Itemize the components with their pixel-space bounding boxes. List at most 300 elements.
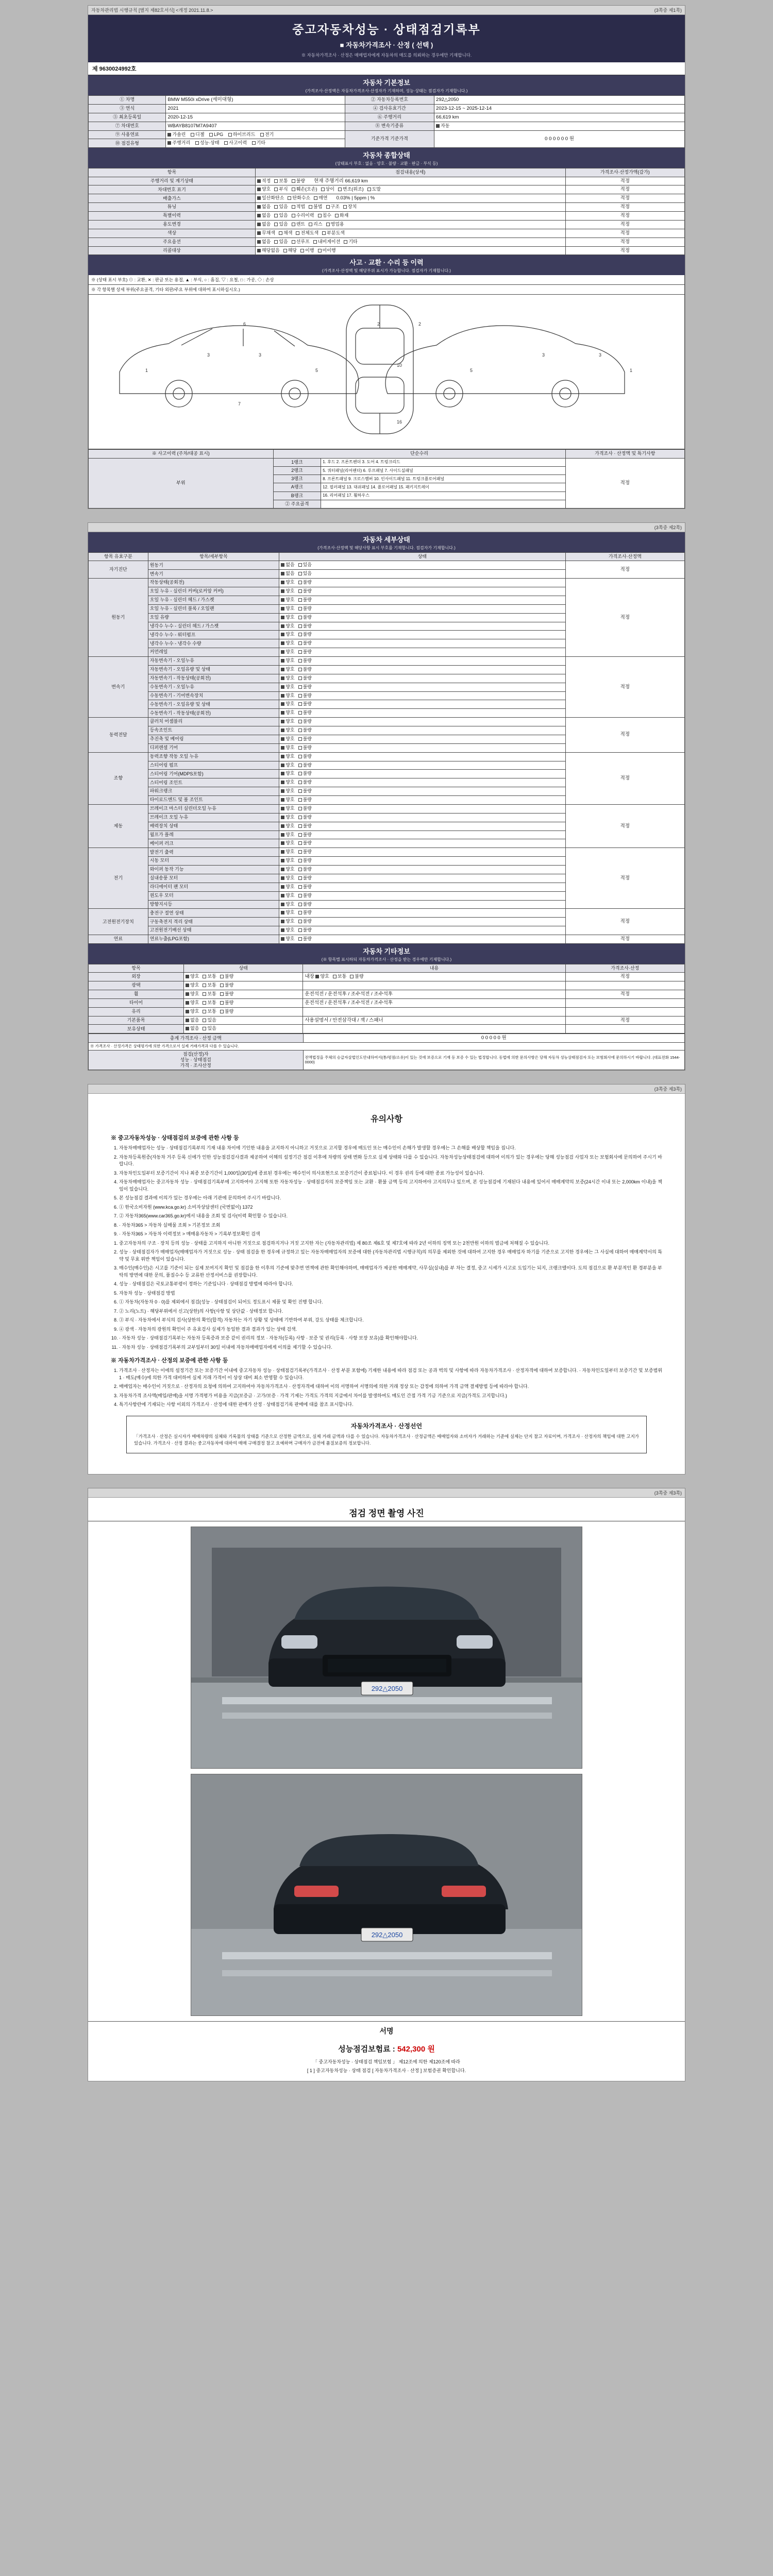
item-price: 적정 [565,177,684,185]
checkbox-d0-1-1[interactable]: 있음 [298,571,312,577]
checkbox-o6-1[interactable]: 있음 [203,1026,216,1031]
page-subtitle: ■ 자동차가격조사 · 산정 ( 선택 ) [340,41,433,49]
row-value: 66,619 km [434,113,685,122]
checkbox-d8-0-1[interactable]: 불량 [298,936,312,942]
checkbox-d4-5-1[interactable]: 불량 [298,797,312,803]
checkbox-total3-5[interactable]: 장치 [343,204,357,210]
item-label: 자동변속기 - 오일누유 [148,657,279,666]
checkbox-d0-0-0[interactable]: 없음 [281,562,294,568]
document-title-block [88,15,685,62]
table-header-row [89,553,685,561]
item-label: 오일 누유 - 실린더 헤드 / 가스켓 [148,596,279,604]
checkbox-d1-4-0[interactable]: 양호 [281,615,294,620]
checkbox-d1-1-0[interactable]: 양호 [281,588,294,594]
checkbox-d2-1-0[interactable]: 양호 [281,667,294,672]
checkbox-d1-2-1[interactable]: 불량 [298,597,312,603]
checkbox-inspect-3[interactable]: 기타 [252,140,265,146]
checkbox-total3-4[interactable]: 구조 [326,204,340,210]
checkbox-d2-4-1[interactable]: 불량 [298,693,312,699]
sign-block-text: 전액법정을 주체의 승급자살법인도안내하여서(통/평점/소유)이 있는 것에 보증으로 기재 등 보증 수 있는 법정합니다. 동법에 의한 문의사항은 당해 자동차 성능상태점검자 또는 보험회사에 문의하시기 바랍니다. (대표전화 1544-0000) [303,1050,684,1070]
svg-text:3: 3 [599,352,602,358]
item-label: 스티어링 기어(MDPS포함) [148,770,279,778]
section-detail-state [88,532,685,552]
table-header-row [89,964,685,972]
item-status [279,683,565,691]
checkbox-total5-1[interactable]: 있음 [274,222,288,227]
fuel-cell [166,130,345,139]
checkbox-d6-1-0[interactable]: 양호 [281,858,294,863]
checkbox-o6-0[interactable]: 없음 [186,1026,199,1031]
checkbox-d5-0-1[interactable]: 불량 [298,806,312,811]
item-status [279,900,565,909]
checkbox-fuel-diesel[interactable]: 디젤 [191,132,204,138]
insurance-fee-value: 542,300 원 [397,2045,435,2054]
item-status [279,631,565,639]
checkbox-d0-1-0[interactable]: 없음 [281,571,294,577]
notice-item: 2. 자동차등록원증(자동차 거주 등록 신에가 인한 성능점검검사결과 제공하여 이해의 설정기간 점검 이후에 차량의 상태 변화 등으로 실제 상태와 다를 수 있습니다. 자동차성능상태점검에 대하여 이의가 있는 경우에는 당해 성능점검 사업자 또는 보험회사에 문의하여 주시기 바랍니다. [119,1154,662,1168]
item-price: 적정 [565,561,684,579]
checkbox-d6-1-1[interactable]: 불량 [298,858,312,863]
checkbox-d3-0-1[interactable]: 불량 [298,719,312,724]
checkbox-o5-1[interactable]: 있음 [203,1018,216,1023]
item-label: 파워크랭크 [148,787,279,796]
checkbox-total8-1[interactable]: 해당 [283,248,297,253]
checkbox-d6-2-0[interactable]: 양호 [281,867,294,872]
item-label: 월프가 플레 [148,831,279,839]
checkbox-d6-4-1[interactable]: 불량 [298,884,312,890]
item-status [184,1007,303,1016]
item-status [279,743,565,752]
item-status [279,787,565,796]
checkbox-total1-2[interactable]: 훼손(오손) [292,187,317,192]
item-status [184,973,303,981]
checkbox-d5-2-0[interactable]: 양호 [281,823,294,829]
checkbox-d5-2-1[interactable]: 불량 [298,823,312,829]
checkbox-d2-1-1[interactable]: 불량 [298,667,312,672]
checkbox-fuel-lpg[interactable]: LPG [209,132,223,138]
checkbox-d6-6-0[interactable]: 양호 [281,902,294,907]
form-header-bar [88,6,685,15]
group-label: 제동 [89,804,148,848]
notice-item: 1. 중고자동차의 구조 · 장치 등의 성능 · 상태를 고지하지 아니한 거짓으로 점검하지거나 거짓 고지한 자는 (자동차관리법) 제 80조 제6호 및 제7호에 따라 2년 이하의 징역 또는 2천만원 이하의 벌금에 처해질 수 있습니다. [119,1240,662,1247]
page-number-4: (3쪽중 제3쪽) [654,1490,682,1496]
section-detail-note: (가격조사·산정액 및 해당사항 표시 부호를 기재합니다. 점검자가 기재합니다.) [317,546,456,551]
checkbox-d7-1-1[interactable]: 불량 [298,919,312,924]
checkbox-d1-3-0[interactable]: 양호 [281,606,294,612]
checkbox-total1-1[interactable]: 부식 [274,187,288,192]
notice-item: 1. 자동차매매업자는 성능 · 상태점검기록부의 기재 내용 차이에 기인한 내용을 교지하지 아니하고 거짓으로 고지할 경우에 매도인 또는 매수인이 손해가 발생할 경우에는 그 손해를 배상할 책임을 집니다. [119,1145,662,1152]
checkbox-total0-1[interactable]: 보통 [274,178,288,184]
checkbox-oc0-1[interactable]: 보통 [333,974,346,979]
notice-item: 7. ② 자동차365(www.car365.go.kr)에서 내용을 조회 및 검사(이력 확인할 수 있습니다. [119,1213,662,1220]
checkbox-d4-4-1[interactable]: 불량 [298,788,312,794]
checkbox-inspect-1[interactable]: 성능·상태 [195,140,220,146]
item-label: 리콜대상 [89,246,256,255]
table-row [89,579,685,587]
checkbox-d6-3-0[interactable]: 양호 [281,875,294,881]
checkbox-total3-1[interactable]: 있음 [274,204,288,210]
table-row [89,804,685,813]
vehicle-diagram-svg [89,295,685,448]
item-status [279,700,565,709]
row-value: 292△2050 [434,96,685,105]
checkbox-d1-6-0[interactable]: 양호 [281,632,294,637]
checkbox-total3-3[interactable]: 불법 [309,204,322,210]
checkbox-d1-3-1[interactable]: 불량 [298,606,312,612]
checkbox-o3-0[interactable]: 양호 [186,1000,199,1006]
checkbox-d1-5-0[interactable]: 양호 [281,623,294,629]
page-title-note: ※ 자동차가격조사 · 산정은 매매업자에게 자동차의 매도를 의뢰하는 경우에만 기재합니다. [301,53,472,58]
total-price-table [88,1033,685,1070]
notice-item: 4. 특기사항란에 기재되는 사항 이외의 가격조사 · 산정에 대한 판매가 산정 · 상태점검기록 판매에 대를 참조 표시합니다. [119,1401,662,1409]
checkbox-d4-0-0[interactable]: 양호 [281,754,294,759]
table-row [89,935,685,944]
item-label: 동력조향 작동 오일 누유 [148,752,279,761]
checkbox-total5-3[interactable]: 리스 [309,222,322,227]
item-label: 냉각수 누수 - 냉각수 수량 [148,639,279,648]
item-status [279,874,565,883]
checkbox-total6-2[interactable]: 전체도색 [296,230,318,236]
checkbox-d1-6-1[interactable]: 불량 [298,632,312,637]
total-price-value: 0 0 0 0 0 원 [303,1034,684,1043]
checkbox-total7-0[interactable]: 없음 [257,239,271,245]
rank-label: 2랭크 [273,466,321,474]
svg-text:3: 3 [542,352,545,358]
notice-body [88,1094,685,1474]
checkbox-d0-0-1[interactable]: 있음 [298,562,312,568]
checkbox-o2-1[interactable]: 보통 [203,991,216,997]
checkbox-d6-4-0[interactable]: 양호 [281,884,294,890]
checkbox-d4-5-0[interactable]: 양호 [281,797,294,803]
item-label: 튜닝 [89,203,256,212]
checkbox-o4-2[interactable]: 불량 [220,1009,233,1014]
checkbox-d2-6-0[interactable]: 양호 [281,710,294,716]
checkbox-total4-1[interactable]: 있음 [274,213,288,218]
checkbox-total1-5[interactable]: 도말 [367,187,381,192]
checkbox-total8-2[interactable]: 이행 [300,248,314,253]
checkbox-total3-2[interactable]: 적법 [292,204,305,210]
checkbox-o4-0[interactable]: 양호 [186,1009,199,1014]
checkbox-d1-5-1[interactable]: 불량 [298,623,312,629]
checkbox-total5-2[interactable]: 렌트 [292,222,305,227]
section-total-state [88,148,685,168]
checkbox-total4-4[interactable]: 화재 [335,213,348,218]
item-label: 브레이크 마스터 실린더오일 누유 [148,804,279,813]
group-label: 고전원전기장치 [89,909,148,935]
item-content: 운전석전 / 운전석후 / 조수석전 / 조수석후 [303,998,565,1007]
checkbox-d5-3-0[interactable]: 양호 [281,832,294,838]
item-status [279,579,565,587]
checkbox-total6-1[interactable]: 채색 [279,230,292,236]
checkbox-d4-2-0[interactable]: 양호 [281,771,294,776]
checkbox-fuel-hybrid[interactable]: 하이브리드 [228,132,255,138]
checkbox-auto[interactable]: 자동 [436,123,449,129]
checkbox-total1-0[interactable]: 양호 [257,187,271,192]
form-header-bar-2 [88,523,685,532]
checkbox-d4-1-1[interactable]: 불량 [298,762,312,768]
item-price: 적정 [565,909,684,935]
svg-text:16: 16 [397,419,402,425]
checkbox-d8-0-0[interactable]: 양호 [281,936,294,942]
notice-item: 9. ④ 광색 · 자동차의 광원의 확인이 주 유효검사 실제가 동일한 결과 결과가 있는 상태 검색. [119,1326,662,1333]
checkbox-o1-2[interactable]: 불량 [220,982,233,988]
checkbox-o4-1[interactable]: 보통 [203,1009,216,1014]
notice-section-1-list [119,1145,662,1238]
checkbox-total7-3[interactable]: 내비게이션 [313,239,340,245]
item-label: 용도변경 [89,220,256,229]
checkbox-total4-3[interactable]: 침수 [318,213,331,218]
section-detail-title: 자동차 세부상태 [363,536,410,544]
item-price: 적정 [565,238,684,246]
checkbox-d5-1-1[interactable]: 불량 [298,815,312,820]
checkbox-d4-0-1[interactable]: 불량 [298,754,312,759]
checkbox-d2-5-0[interactable]: 양호 [281,701,294,707]
checkbox-o1-1[interactable]: 보통 [203,982,216,988]
checkbox-o0-2[interactable]: 불량 [220,974,233,979]
col-head-price: 가격조사·산정가액(감가) [565,168,684,177]
checkbox-total5-0[interactable]: 없음 [257,222,271,227]
checkbox-d3-0-0[interactable]: 양호 [281,719,294,724]
item-label: 발전기 출력 [148,848,279,857]
row-label: ① 차명 [89,96,166,105]
item-label: 시동 모터 [148,857,279,866]
item-label: 타이어 [89,998,184,1007]
checkbox-fuel-gasoline[interactable]: 가솔린 [167,132,186,138]
item-label: 충전구 절연 상태 [148,909,279,918]
item-status [279,726,565,735]
checkbox-total4-2[interactable]: 수리이력 [292,213,314,218]
checkbox-d5-4-1[interactable]: 불량 [298,840,312,846]
footer-note-2: [ 1 ] 중고자동차성능 · 상태 점검 [ 자동차가격조사 · 산정 ] 보험증권 확인합니다. [307,2068,466,2074]
checkbox-d1-0-0[interactable]: 양호 [281,580,294,585]
checkbox-d4-1-0[interactable]: 양호 [281,762,294,768]
section-other-info [88,944,685,964]
checkbox-d3-1-0[interactable]: 양호 [281,727,294,733]
checkbox-d7-2-1[interactable]: 불량 [298,927,312,933]
checkbox-d5-3-1[interactable]: 불량 [298,832,312,838]
checkbox-d2-6-1[interactable]: 불량 [298,710,312,716]
checkbox-o3-1[interactable]: 보통 [203,1000,216,1006]
notice-item: 11. · 자동차 성능 · 상태점검기록부의 교부일부터 30일 이내에 자동차매매업자에게 이의를 제기할 수 있습니다. [119,1344,662,1351]
accident-legend-1: ※ (상태 표시 부호) ⊙ : 교환, ✕ : 판금 또는 용접, ▲ : 부식, ○ : 흠집, ▽ : 요철, □ : 가공, ◇ : 손상 [88,275,685,285]
item-label: 유리 [89,1007,184,1016]
item-label: 색상 [89,229,256,238]
item-label: 구동축전지 격리 상태 [148,918,279,926]
checkbox-total0-0[interactable]: 적정 [257,178,271,184]
item-status [184,1025,303,1033]
checkbox-d3-1-1[interactable]: 불량 [298,727,312,733]
checkbox-d3-3-1[interactable]: 불량 [298,745,312,751]
checkbox-d6-0-0[interactable]: 양호 [281,849,294,855]
checkbox-d2-4-0[interactable]: 양호 [281,693,294,699]
checkbox-d6-0-1[interactable]: 불량 [298,849,312,855]
checkbox-d3-3-0[interactable]: 양호 [281,745,294,751]
checkbox-d4-3-0[interactable]: 양호 [281,779,294,785]
notice-section-3-title: ※ 자동차가격조사 · 산정의 보증에 관한 사항 등 [111,1358,228,1364]
checkbox-total2-0[interactable]: 일산화탄소 [257,195,284,201]
checkbox-d4-3-1[interactable]: 불량 [298,779,312,785]
checkbox-d7-0-1[interactable]: 불량 [298,910,312,916]
checkbox-d1-4-1[interactable]: 불량 [298,615,312,620]
checkbox-total6-3[interactable]: 부분도색 [322,230,345,236]
checkbox-d3-2-0[interactable]: 양호 [281,736,294,742]
item-price: 적정 [565,203,684,212]
checkbox-o1-0[interactable]: 양호 [186,982,199,988]
page-1 [88,5,685,509]
checkbox-d1-2-0[interactable]: 양호 [281,597,294,603]
item-status [279,709,565,718]
checkbox-d1-0-1[interactable]: 불량 [298,580,312,585]
checkbox-d2-3-0[interactable]: 양호 [281,684,294,690]
item-label: 특별이력 [89,212,256,221]
item-label: 배출가스 [89,194,256,203]
table-row [89,104,685,113]
row-label: ④ 검사유효기간 [345,104,434,113]
checkbox-d6-6-1[interactable]: 불량 [298,902,312,907]
row-label: ⑧ 변속기종류 [345,122,434,130]
item-price: 적정 [565,1016,684,1025]
checkbox-d2-0-0[interactable]: 양호 [281,658,294,664]
checkbox-total8-3[interactable]: 미이행 [318,248,336,253]
checkbox-d4-4-0[interactable]: 양호 [281,788,294,794]
document-id: 제 9630024992호 [88,62,685,75]
checkbox-o2-0[interactable]: 양호 [186,991,199,997]
item-label: 스티어링 조인트 [148,778,279,787]
checkbox-d5-0-0[interactable]: 양호 [281,806,294,811]
plate-front-text: 292△2050 [371,1685,403,1693]
checkbox-fuel-electric[interactable]: 전기 [260,132,274,138]
item-status [279,622,565,631]
row-label: ⑤ 최초등록일 [89,113,166,122]
checkbox-d1-7-1[interactable]: 불량 [298,640,312,646]
checkbox-total7-1[interactable]: 있음 [274,239,288,245]
checkbox-inspect-2[interactable]: 사고이력 [224,140,247,146]
checkbox-d6-5-0[interactable]: 양호 [281,893,294,899]
checkbox-o5-0[interactable]: 없음 [186,1018,199,1023]
rank-parts: 1. 후드 2. 프론트펜더 3. 도어 4. 트렁크리드 [321,458,565,466]
accident-right-label: 가격조사 · 산정액 및 특기사항 [565,450,684,458]
table-row [89,1007,685,1016]
checkbox-d2-0-1[interactable]: 불량 [298,658,312,664]
table-row [89,909,685,918]
item-price: 적정 [565,718,684,753]
parts-col-head: 부위 [89,458,274,509]
checkbox-d2-2-1[interactable]: 불량 [298,675,312,681]
checkbox-oc0-2[interactable]: 불량 [350,974,363,979]
item-status [279,570,565,579]
checkbox-d5-4-0[interactable]: 양호 [281,840,294,846]
row-label: ⑩ 점검유형 [89,139,166,148]
item-status [279,891,565,900]
item-status [184,990,303,998]
checkbox-d7-2-0[interactable]: 양호 [281,927,294,933]
vehicle-diagram [88,295,685,449]
item-price: 적정 [565,990,684,998]
checkbox-d2-2-0[interactable]: 양호 [281,675,294,681]
checkbox-d5-1-0[interactable]: 양호 [281,815,294,820]
checkbox-d1-8-1[interactable]: 불량 [298,649,312,655]
item-label: 윈도우 모터 [148,891,279,900]
checkbox-total1-4[interactable]: 변조(위조) [338,187,364,192]
checkbox-d1-1-1[interactable]: 불량 [298,588,312,594]
checkbox-total1-3[interactable]: 상이 [321,187,334,192]
checkbox-total7-4[interactable]: 기타 [344,239,357,245]
item-label: 와이퍼 동작 기능 [148,866,279,874]
accident-legend-2: ※ 각 항목별 상세 부위(주요골격, 기타 외판/주요 부위에 대하여 표시하십시오.) [88,285,685,295]
checkbox-d1-8-0[interactable]: 양호 [281,649,294,655]
table-row [89,203,685,212]
table-row [89,450,685,458]
item-status [279,848,565,857]
checkbox-total5-4[interactable]: 영업용 [326,222,344,227]
svg-text:2: 2 [377,321,380,327]
checkbox-d2-3-1[interactable]: 불량 [298,684,312,690]
item-label: 브레이크 오일 누유 [148,813,279,822]
checkbox-o3-2[interactable]: 불량 [220,1000,233,1006]
item-label: 스티어링 펌프 [148,761,279,770]
item-status [279,909,565,918]
item-status [255,220,565,229]
checkbox-d1-7-0[interactable]: 양호 [281,640,294,646]
checkbox-total8-0[interactable]: 해당없음 [257,248,280,253]
checkbox-total2-1[interactable]: 탄화수소 [288,195,310,201]
checkbox-d6-3-1[interactable]: 불량 [298,875,312,881]
checkbox-d7-0-0[interactable]: 양호 [281,910,294,916]
checkbox-d6-2-1[interactable]: 불량 [298,867,312,872]
item-price [565,1007,684,1016]
item-status [279,691,565,700]
checkbox-d4-2-1[interactable]: 불량 [298,771,312,776]
item-status [279,596,565,604]
checkbox-o0-0[interactable]: 양호 [186,974,199,979]
photo-rear-svg [191,1774,582,2015]
checkbox-d2-5-1[interactable]: 불량 [298,701,312,707]
checkbox-total2-2[interactable]: 매연 [314,195,327,201]
section-basic-note: (가격조사·산정액은 자동차가격조사·산정자가 기재하며, 성능·상태는 점검자가 기재합니다.) [305,89,468,93]
transmission-cell [434,122,685,130]
inspect-type-cell [166,139,345,148]
item-label: 방향지시등 [148,900,279,909]
item-label: 원동기 [148,561,279,570]
checkbox-total4-0[interactable]: 없음 [257,213,271,218]
checkbox-d3-2-1[interactable]: 불량 [298,736,312,742]
checkbox-o2-2[interactable]: 불량 [220,991,233,997]
row-label: ② 자동차등록번호 [345,96,434,105]
checkbox-d7-1-0[interactable]: 양호 [281,919,294,924]
row-label: ③ 연식 [89,104,166,113]
item-status [279,813,565,822]
item-content: 사용설명서 / 안전삼각대 / 잭 / 스패너 [303,1016,565,1025]
item-label: 배력장치 상태 [148,822,279,831]
item-label: 실내송풍 모터 [148,874,279,883]
checkbox-total7-2[interactable]: 선루프 [292,239,310,245]
checkbox-total3-0[interactable]: 없음 [257,204,271,210]
section-accident-note: (가격조사·산정액 및 해당부위 표시가 가능합니다. 점검자가 기재합니다.) [322,268,451,274]
table-header-row [89,168,685,177]
checkbox-total0-2[interactable]: 불량 [292,178,305,184]
item-status [184,1016,303,1025]
checkbox-d6-5-1[interactable]: 불량 [298,893,312,899]
item-price [565,981,684,990]
item-price: 적정 [565,752,684,804]
checkbox-o0-1[interactable]: 보통 [203,974,216,979]
checkbox-total6-0[interactable]: 무채색 [257,230,275,236]
checkbox-oc0-0[interactable]: 양호 [315,974,329,979]
item-status [184,998,303,1007]
svg-text:5: 5 [315,368,318,374]
rank-parts: 16. 리어패널 17. 휠하우스 [321,492,565,500]
checkbox-inspect-0[interactable]: 주행거리 [167,140,190,146]
